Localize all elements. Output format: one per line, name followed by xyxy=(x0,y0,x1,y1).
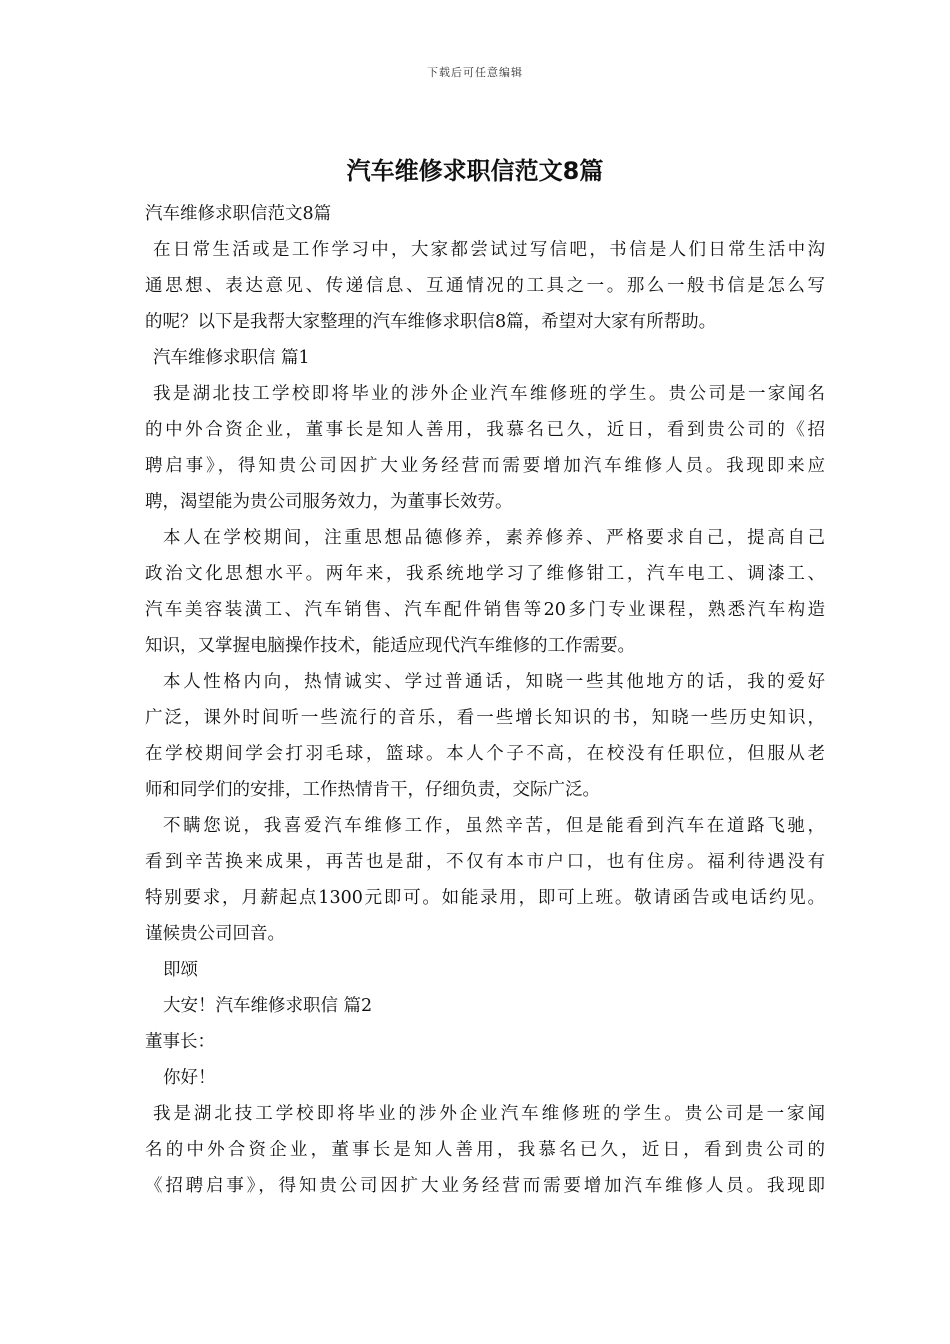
text-line: 董事长： xyxy=(145,1032,215,1052)
text-line: 在日常生活或是工作学习中，大家都尝试过写信吧，书信是人们日常生活中沟 xyxy=(153,240,825,260)
text-line: 通思想、表达意见、传递信息、互通情况的工具之一。那么一般书信是怎么写 xyxy=(145,276,825,296)
text-line: 本人性格内向，热情诚实、学过普通话，知晓一些其他地方的话，我的爱好 xyxy=(163,672,825,692)
text-line: 汽车维修求职信范文8篇 xyxy=(145,204,332,224)
text-line: 特别要求，月薪起点1300元即可。如能录用，即可上班。敬请函告或电话约见。 xyxy=(145,888,825,908)
text-line: 聘启事》，得知贵公司因扩大业务经营而需要增加汽车维修人员。我现即来应 xyxy=(145,456,825,476)
text-line: 不瞒您说，我喜爱汽车维修工作，虽然辛苦，但是能看到汽车在道路飞驰， xyxy=(163,816,825,836)
text-line: 知识，又掌握电脑操作技术，能适应现代汽车维修的工作需要。 xyxy=(145,636,635,656)
text-line: 大安！汽车维修求职信 篇2 xyxy=(163,996,373,1016)
text-line: 的中外合资企业，董事长是知人善用，我慕名已久，近日，看到贵公司的《招 xyxy=(145,420,825,440)
text-line: 汽车美容装潢工、汽车销售、汽车配件销售等20多门专业课程，熟悉汽车构造 xyxy=(145,600,825,620)
text-line: 政治文化思想水平。两年来，我系统地学习了维修钳工，汽车电工、调漆工、 xyxy=(145,564,825,584)
text-line: 《招聘启事》，得知贵公司因扩大业务经营而需要增加汽车维修人员。我现即 xyxy=(145,1176,825,1196)
text-line: 师和同学们的安排，工作热情肯干，仔细负责，交际广泛。 xyxy=(145,780,600,800)
document-title: 汽车维修求职信范文8篇 xyxy=(346,157,604,185)
text-line: 谨候贵公司回音。 xyxy=(145,924,285,944)
text-line: 我是湖北技工学校即将毕业的涉外企业汽车维修班的学生。贵公司是一家闻名 xyxy=(153,384,825,404)
text-line: 汽车维修求职信 篇1 xyxy=(153,348,310,368)
header-note: 下载后可任意编辑 xyxy=(427,66,523,79)
text-line: 本人在学校期间，注重思想品德修养，素养修养、严格要求自己，提高自己 xyxy=(163,528,825,548)
text-line: 聘，渴望能为贵公司服务效力，为董事长效劳。 xyxy=(145,492,513,512)
text-line: 即颂 xyxy=(163,960,198,980)
text-line: 的呢？以下是我帮大家整理的汽车维修求职信8篇，希望对大家有所帮助。 xyxy=(145,312,717,332)
text-line: 在学校期间学会打羽毛球，篮球。本人个子不高，在校没有任职位，但服从老 xyxy=(145,744,825,764)
text-line: 我是湖北技工学校即将毕业的涉外企业汽车维修班的学生。贵公司是一家闻 xyxy=(153,1104,825,1124)
text-line: 广泛，课外时间听一些流行的音乐，看一些增长知识的书，知晓一些历史知识， xyxy=(145,708,825,728)
document-body xyxy=(145,196,825,1204)
text-line: 看到辛苦换来成果，再苦也是甜，不仅有本市户口，也有住房。福利待遇没有 xyxy=(145,852,825,872)
text-line: 名的中外合资企业，董事长是知人善用，我慕名已久，近日，看到贵公司的 xyxy=(145,1140,825,1160)
text-line: 你好！ xyxy=(163,1068,216,1088)
